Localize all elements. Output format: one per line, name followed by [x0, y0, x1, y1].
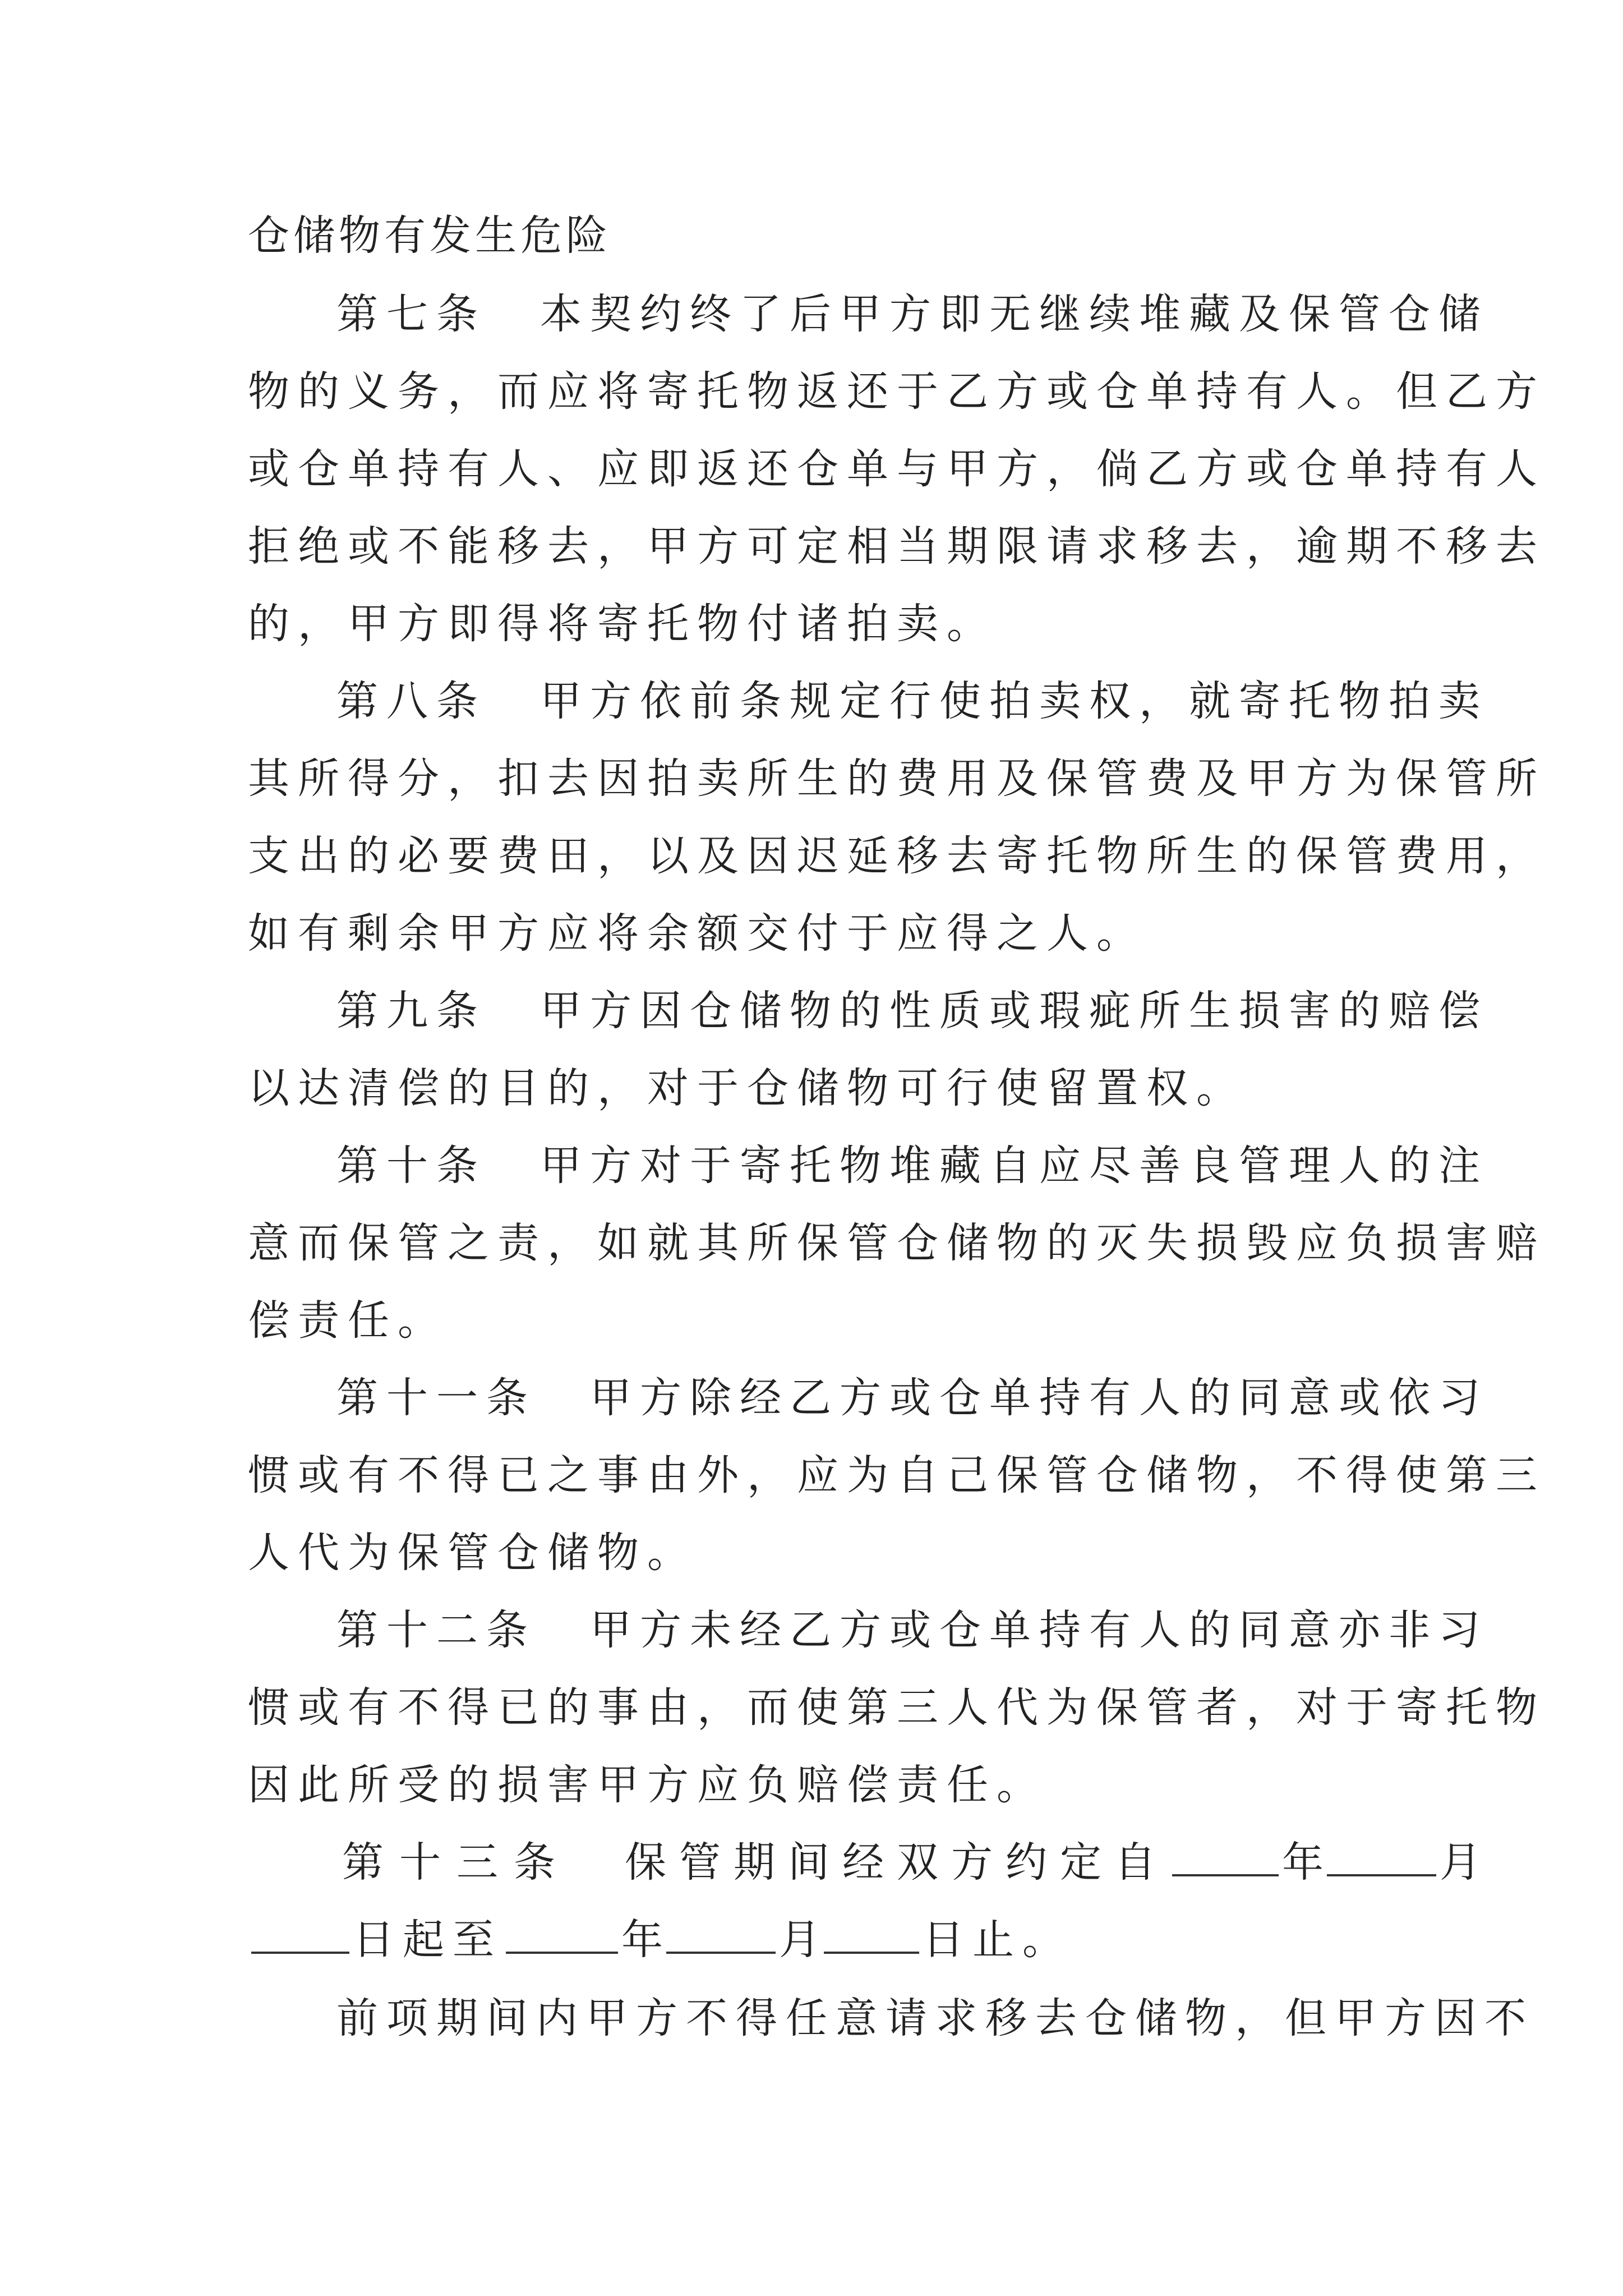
article-heading: 第十二条 [336, 1606, 536, 1654]
paragraph-text: 意而保管之责，如就其所保管仓储物的灭失损毁应负损害赔 [248, 1219, 1546, 1267]
text-line [336, 286, 1488, 342]
paragraph-text: 以达清偿的目的，对于仓储物可行使留置权。 [248, 1064, 1246, 1112]
date-blank-line [666, 1916, 776, 1954]
paragraph-text: 支出的必要费田，以及因迟延移去寄托物所生的保管费用， [248, 832, 1546, 880]
date-blank-line [1172, 1838, 1279, 1876]
paragraph-text: 偿责任。 [248, 1296, 448, 1345]
text-line [248, 1680, 1546, 1736]
paragraph-text: 甲方未经乙方或仓单持有人的同意亦非习 [590, 1606, 1488, 1654]
date-blank-line [506, 1916, 618, 1954]
text-line [342, 1834, 1481, 1890]
text-line [248, 1447, 1546, 1503]
text-line [248, 905, 1146, 961]
paragraph-text: 仓储物有发生危险 [248, 211, 611, 260]
text-line [248, 1525, 697, 1581]
paragraph-text: 因此所受的损害甲方应负赔偿责任。 [248, 1761, 1046, 1809]
paragraph-text: 甲方除经乙方或仓单持有人的同意或依习 [590, 1374, 1488, 1422]
paragraph-text: 甲方对于寄托物堆藏自应尽善良管理人的注 [540, 1142, 1488, 1190]
text-line [248, 596, 997, 652]
paragraph-text: 甲方依前条规定行使拍卖权，就寄托物拍卖 [540, 677, 1488, 725]
year-label: 年 [1282, 1838, 1324, 1887]
paragraph-text: 日止。 [923, 1916, 1072, 1964]
text-line [248, 828, 1546, 884]
text-line [336, 1602, 1488, 1658]
article-heading: 第七条 [336, 290, 486, 338]
article-heading: 第十条 [336, 1142, 486, 1190]
text-line [336, 673, 1488, 729]
paragraph-text: 惯或有不得已的事由，而使第三人代为保管者，对于寄托物 [248, 1683, 1546, 1732]
text-line [248, 751, 1546, 807]
paragraph-text: 保管期间经双方约定自 [625, 1838, 1169, 1887]
text-line [336, 1138, 1488, 1194]
article-heading: 第十三条 [342, 1838, 571, 1887]
paragraph-text: 惯或有不得已之事由外，应为自己保管仓储物，不得使第三 [248, 1451, 1546, 1499]
text-line [336, 1370, 1488, 1426]
paragraph-text: 物的义务，而应将寄托物返还于乙方或仓单持有人。但乙方 [248, 367, 1546, 416]
paragraph-text: 如有剩余甲方应将余额交付于应得之人。 [248, 909, 1146, 958]
paragraph-text: 日起至 [353, 1916, 502, 1964]
text-line [248, 1060, 1246, 1116]
text-line [248, 1757, 1046, 1813]
text-line [336, 1990, 1534, 2046]
article-heading: 第九条 [336, 987, 486, 1035]
paragraph-text: 前项期间内甲方不得任意请求移去仓储物，但甲方因不 [336, 1994, 1534, 2042]
year-label: 年 [621, 1916, 663, 1964]
paragraph-text: 或仓单持有人、应即返还仓单与甲方，倘乙方或仓单持有人 [248, 445, 1546, 493]
paragraph-text: 人代为保管仓储物。 [248, 1529, 697, 1577]
date-blank-line [251, 1916, 349, 1954]
text-line [336, 983, 1488, 1039]
date-blank-line [1327, 1838, 1436, 1876]
text-line [248, 441, 1546, 497]
text-line [248, 208, 611, 264]
text-line [248, 1215, 1546, 1271]
month-label: 月 [779, 1916, 820, 1964]
month-label: 月 [1440, 1838, 1481, 1887]
article-heading: 第八条 [336, 677, 486, 725]
text-line [248, 1292, 448, 1349]
paragraph-text: 的，甲方即得将寄托物付诸拍卖。 [248, 600, 997, 648]
date-blank-line [824, 1916, 919, 1954]
paragraph-text: 本契约终了后甲方即无继续堆藏及保管仓储 [540, 290, 1488, 338]
text-line [248, 518, 1546, 574]
paragraph-text: 其所得分，扣去因拍卖所生的费用及保管费及甲方为保管所 [248, 754, 1546, 803]
paragraph-text: 拒绝或不能移去，甲方可定相当期限请求移去，逾期不移去 [248, 522, 1546, 570]
text-line [248, 364, 1546, 420]
article-heading: 第十一条 [336, 1374, 536, 1422]
text-line [248, 1912, 1072, 1968]
paragraph-text: 甲方因仓储物的性质或瑕疵所生损害的赔偿 [540, 987, 1488, 1035]
